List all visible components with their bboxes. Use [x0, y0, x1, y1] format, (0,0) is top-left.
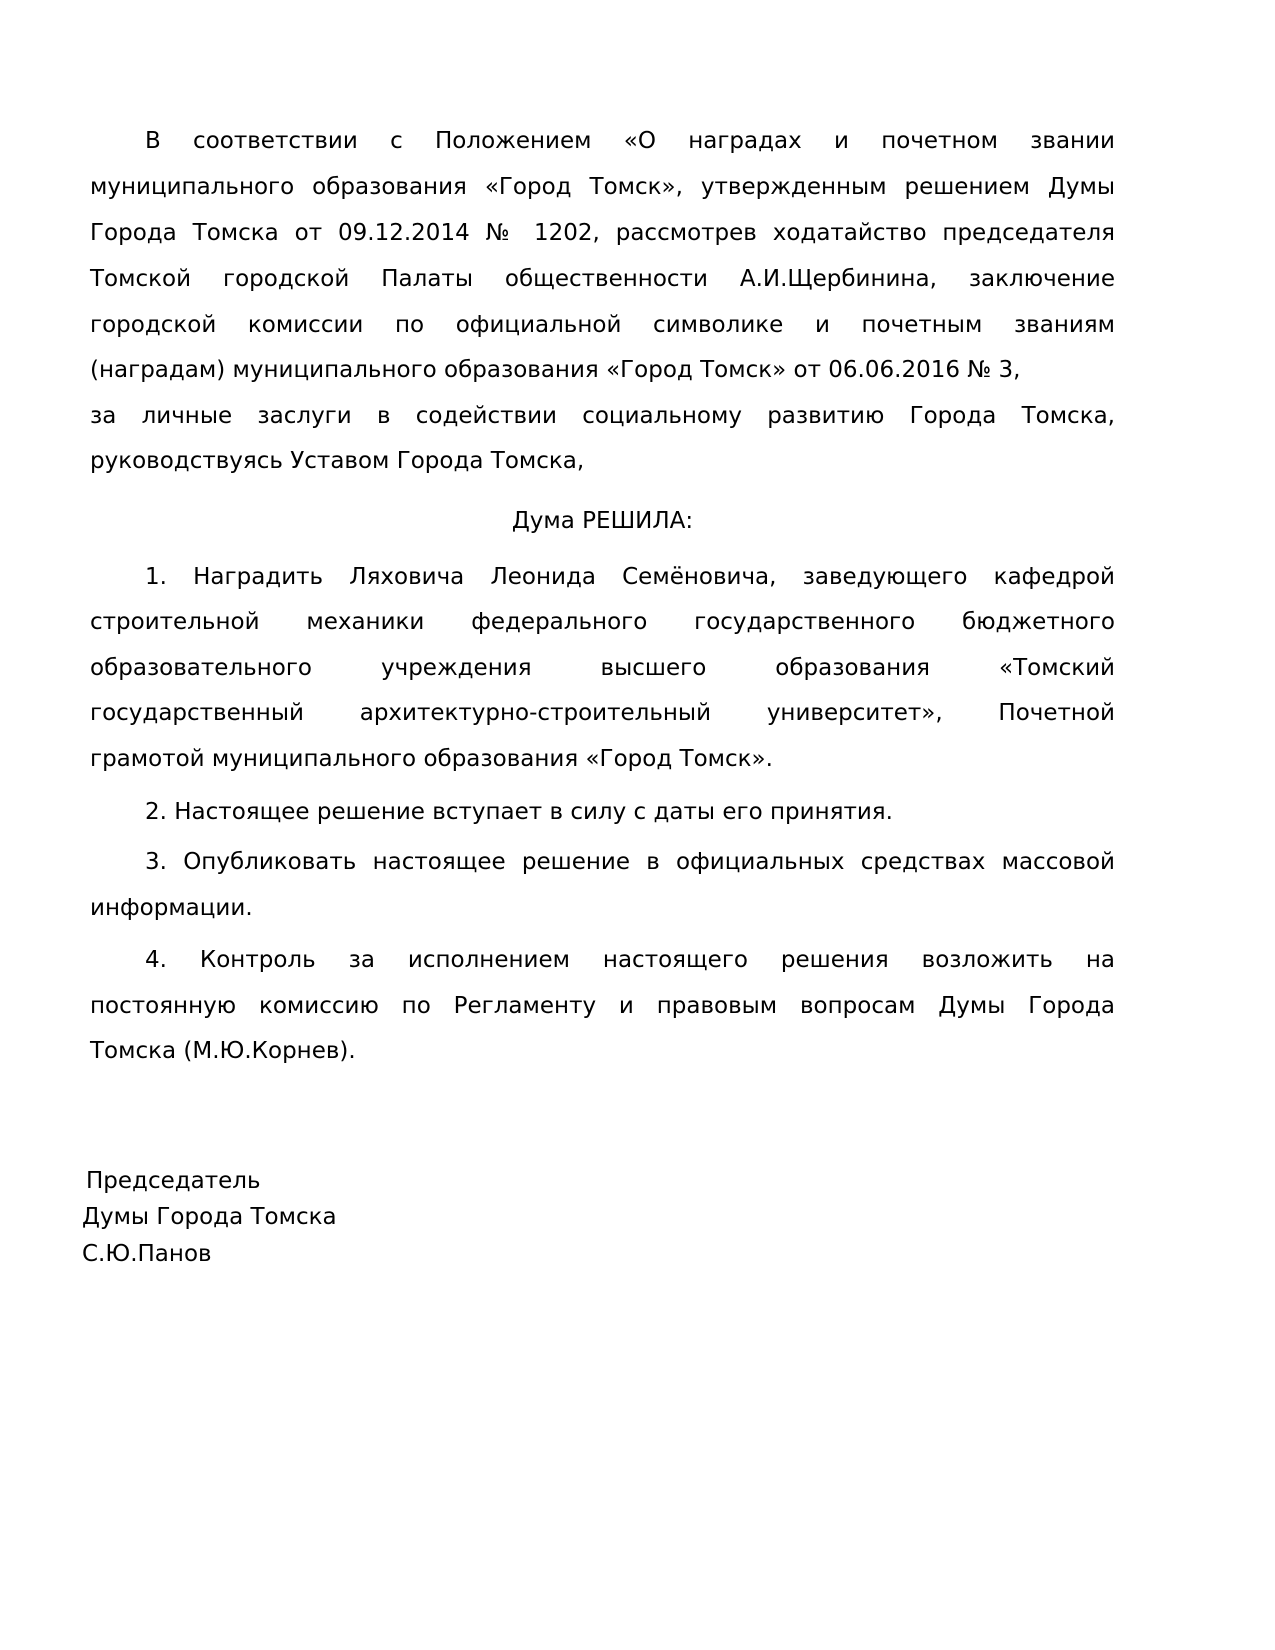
text-line: Томска (М.Ю.Корнев).	[90, 1038, 356, 1064]
signature-name: С.Ю.Панов	[82, 1241, 212, 1267]
text-line: грамотой муниципального образования «Город Томск».	[90, 746, 773, 772]
text-line: за личные заслуги в содействии социальному развитию Города Томска,	[90, 403, 1115, 429]
text-line: постоянную комиссию по Регламенту и правовым вопросам Думы Города	[90, 993, 1115, 1019]
text-line: городской комиссии по официальной символике и почетным званиям	[90, 312, 1115, 338]
text-line: В соответствии с Положением «О наградах и почетном звании	[145, 128, 1115, 154]
text-line: муниципального образования «Город Томск», утвержденным решением Думы	[90, 174, 1115, 200]
signature-position: Председатель	[86, 1168, 261, 1194]
text-line: (наградам) муниципального образования «Город Томск» от 06.06.2016 № 3,	[90, 357, 1021, 383]
resolution-heading: Дума РЕШИЛА:	[511, 508, 694, 534]
text-line: строительной механики федерального государственного бюджетного	[90, 609, 1115, 635]
text-line: 3. Опубликовать настоящее решение в официальных средствах массовой	[145, 849, 1115, 875]
text-line: 2. Настоящее решение вступает в силу с даты его принятия.	[145, 799, 893, 825]
text-line: образовательного учреждения высшего образования «Томский	[90, 655, 1115, 681]
text-line: Томской городской Палаты общественности А.И.Щербинина, заключение	[90, 266, 1115, 292]
text-line: государственный архитектурно-строительный университет», Почетной	[90, 700, 1115, 726]
text-line: информации.	[90, 895, 253, 921]
signature-body: Думы Города Томска	[82, 1204, 337, 1230]
text-line: Города Томска от 09.12.2014 № 1202, рассмотрев ходатайство председателя	[90, 220, 1115, 246]
text-line: руководствуясь Уставом Города Томска,	[90, 448, 585, 474]
text-line: 1. Наградить Ляховича Леонида Семёновича, заведующего кафедрой	[145, 564, 1115, 590]
text-line: 4. Контроль за исполнением настоящего решения возложить на	[145, 947, 1115, 973]
